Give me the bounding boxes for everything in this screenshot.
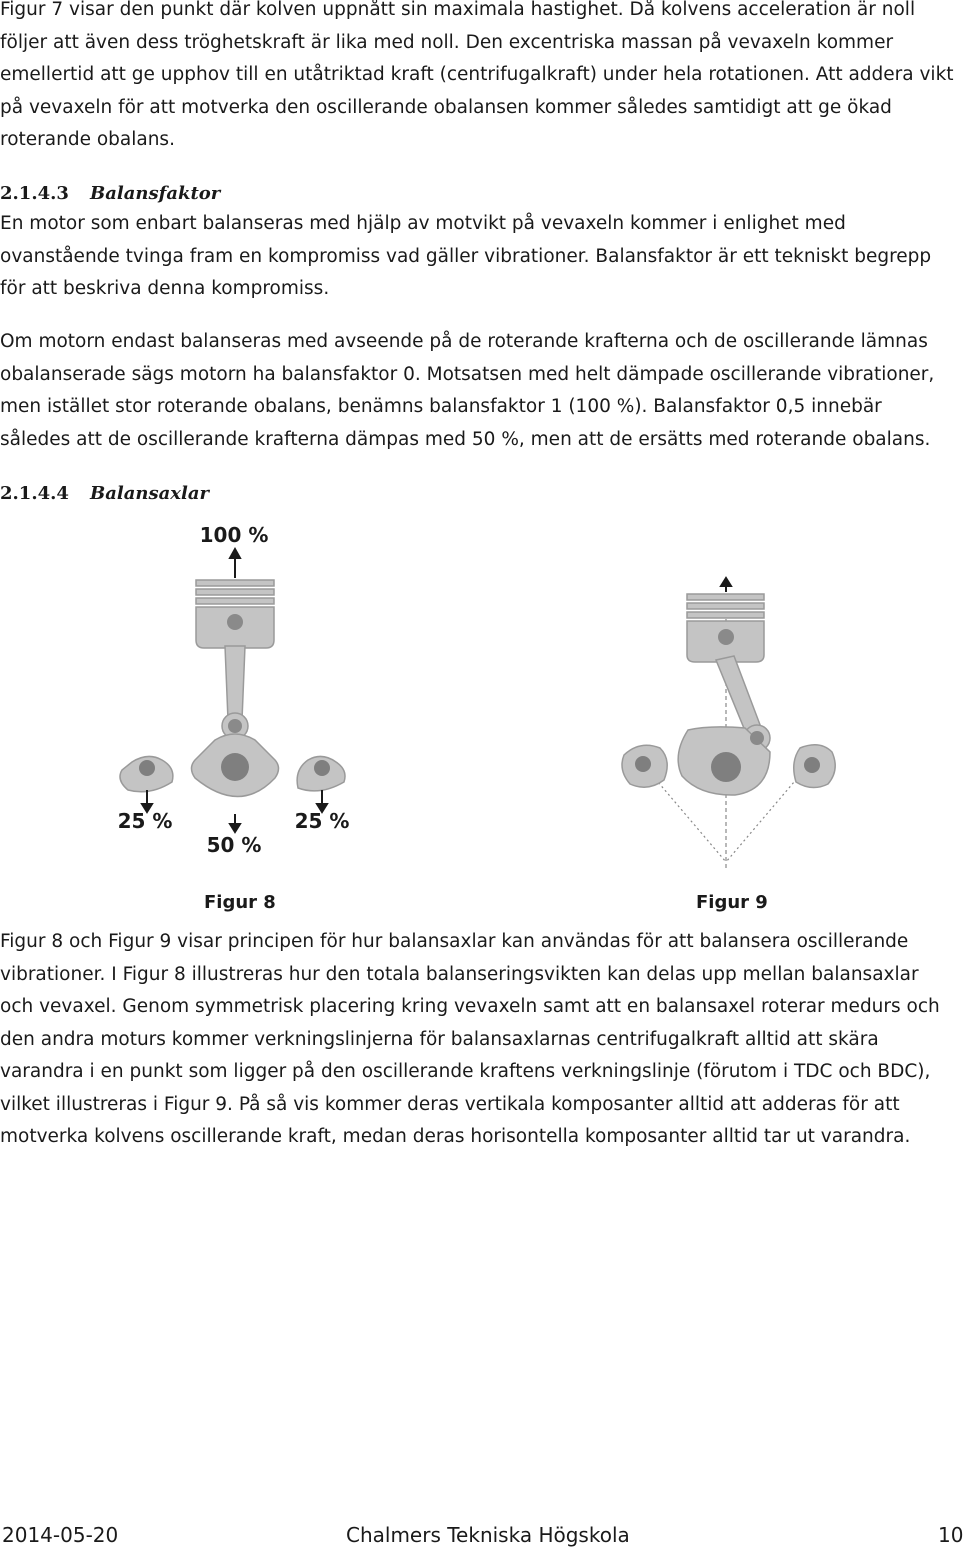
right-shaft-hub: [314, 760, 330, 776]
piston-ring: [687, 603, 764, 609]
up-arrow-icon: [721, 578, 731, 586]
wrist-pin: [718, 629, 734, 645]
section-heading-balansfaktor: [0, 180, 220, 208]
section-number: 2.1.4.4: [0, 483, 69, 504]
figure-9-caption: Figur 9: [696, 892, 768, 913]
label-left-25-percent: 25 %: [117, 809, 173, 833]
wrist-pin: [227, 614, 243, 630]
figure-8-diagram: [100, 515, 370, 860]
section-title: Balansfaktor: [90, 183, 221, 204]
left-shaft-hub: [139, 760, 155, 776]
closing-paragraph: Figur 8 och Figur 9 visar principen för hur balansaxlar kan användas för att balansera oscillerande vibrationer. I Figur 8 illustreras hur den totala balanseringsvikten kan delas upp mellan balansaxlar och vevaxel. Genom symmetrisk placering kring vevaxeln samt att en balansaxel roterar medurs och den andra moturs kommer verkningslinjerna för balansaxlarnas centrifugalkraft alltid att skära varandra i en punkt som ligger på den oscillerande kraftens verkningslinje (förutom i TDC och BDC), vilket illustreras i Figur 9. På så vis kommer deras vertikala komposanter alltid att adderas för att motverka kolvens oscillerande kraft, medan deras horisontella komposanter alltid tar ut varandra.: [0, 931, 940, 1147]
intro-paragraph: Figur 7 visar den punkt där kolven uppnått sin maximala hastighet. Då kolvens acceleration är noll följer att även dess tröghetskraft är lika med noll. Den excentriska massan på vevaxeln kommer emellertid att ge upphov till en utåtriktad kraft (centrifugalkraft) under hela rotationen. Att addera vikt på vevaxeln för att motverka den oscillerande obalansen kommer således samtidigt att ge ökad roterande obalans.: [0, 0, 954, 150]
left-shaft-hub: [635, 756, 651, 772]
section-heading-balansaxlar: [0, 480, 209, 508]
section-title: Balansaxlar: [90, 483, 209, 504]
figure-8-caption: Figur 8: [204, 892, 276, 913]
center-down-arrow-icon: [230, 824, 240, 832]
section-number: 2.1.4.3: [0, 183, 69, 204]
piston-ring: [196, 589, 274, 595]
footer-page-number: 10: [938, 1523, 963, 1547]
piston-ring: [196, 580, 274, 586]
crankshaft-hub: [221, 753, 249, 781]
label-50-percent: 50 %: [206, 833, 262, 857]
piston-ring: [687, 594, 764, 600]
label-100-percent: 100 %: [199, 523, 269, 547]
balansfaktor-paragraph-1: En motor som enbart balanseras med hjälp av motvikt på vevaxeln kommer i enlighet med ovanstående tvinga fram en kompromiss vad gäller vibrationer. Balansfaktor är ett tekniskt begrepp för att beskriva denna kompromiss.: [0, 213, 932, 299]
piston-ring: [687, 612, 764, 618]
piston-ring: [196, 598, 274, 604]
crank-pin: [750, 731, 764, 745]
right-shaft-hub: [804, 757, 820, 773]
balansfaktor-paragraph-2: Om motorn endast balanseras med avseende på de roterande krafterna och de oscillerande lämnas obalanserade sägs motorn ha balansfaktor 0. Motsatsen med helt dämpade oscillerande vibrationer, men istället stor roterande obalans, benämns balansfaktor 1 (100 %). Balansfaktor 0,5 innebär således att de oscillerande krafterna dämpas med 50 %, men att de ersätts med roterande obalans.: [0, 331, 935, 450]
label-right-25-percent: 25 %: [294, 809, 350, 833]
up-arrow-icon: [230, 549, 240, 558]
figure-9-diagram: [610, 575, 860, 880]
crank-pin: [228, 719, 242, 733]
footer-institution: Chalmers Tekniska Högskola: [346, 1523, 630, 1547]
footer-date: 2014-05-20: [2, 1523, 119, 1547]
connecting-rod: [225, 646, 245, 720]
crankshaft-hub: [711, 752, 741, 782]
